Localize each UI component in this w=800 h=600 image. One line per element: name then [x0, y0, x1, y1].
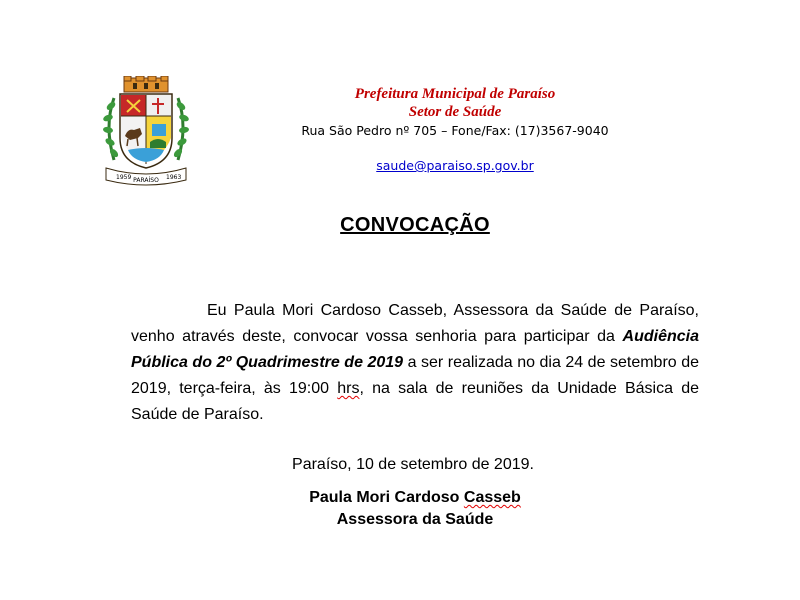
event-name: Audiência Pública do 2º Quadrimestre de 2019 — [131, 328, 699, 371]
body-text-location: , na sala de reuniões da Unidade Básica de Saúde de Paraíso. — [131, 380, 700, 423]
header-email-link[interactable]: saude@paraiso.sp.gov.br — [376, 158, 534, 173]
municipal-coat-of-arms-icon — [100, 76, 192, 188]
signature-name — [0, 488, 800, 508]
header-organization: Prefeitura Municipal de Paraíso — [354, 86, 556, 102]
hrs-word: hrs — [337, 380, 360, 397]
document-title: CONVOCAÇÃO — [340, 214, 490, 236]
svg-text:1959: 1959 — [116, 174, 132, 181]
signature-name-first: Paula Mori Cardoso — [309, 489, 464, 506]
body-text-schedule: a ser realizada no dia 24 de setembro de 2019, terça-feira, às 19:00 — [131, 354, 699, 397]
date-line: Paraíso, 10 de setembro de 2019. — [292, 456, 534, 473]
body-paragraph — [131, 298, 699, 428]
svg-text:PARAÍSO: PARAÍSO — [133, 177, 159, 184]
signature-role: Assessora da Saúde — [336, 511, 494, 528]
header-address: Rua São Pedro nº 705 – Fone/Fax: (17)3567-9040 — [301, 123, 609, 138]
svg-text:1963: 1963 — [166, 174, 182, 181]
body-text-intro: Eu Paula Mori Cardoso Casseb, Assessora da Saúde de Paraíso, venho através deste, convocar vossa senhoria para participar da — [131, 302, 699, 345]
header-department: Setor de Saúde — [408, 104, 502, 120]
signature-name-last: Casseb — [463, 489, 521, 506]
